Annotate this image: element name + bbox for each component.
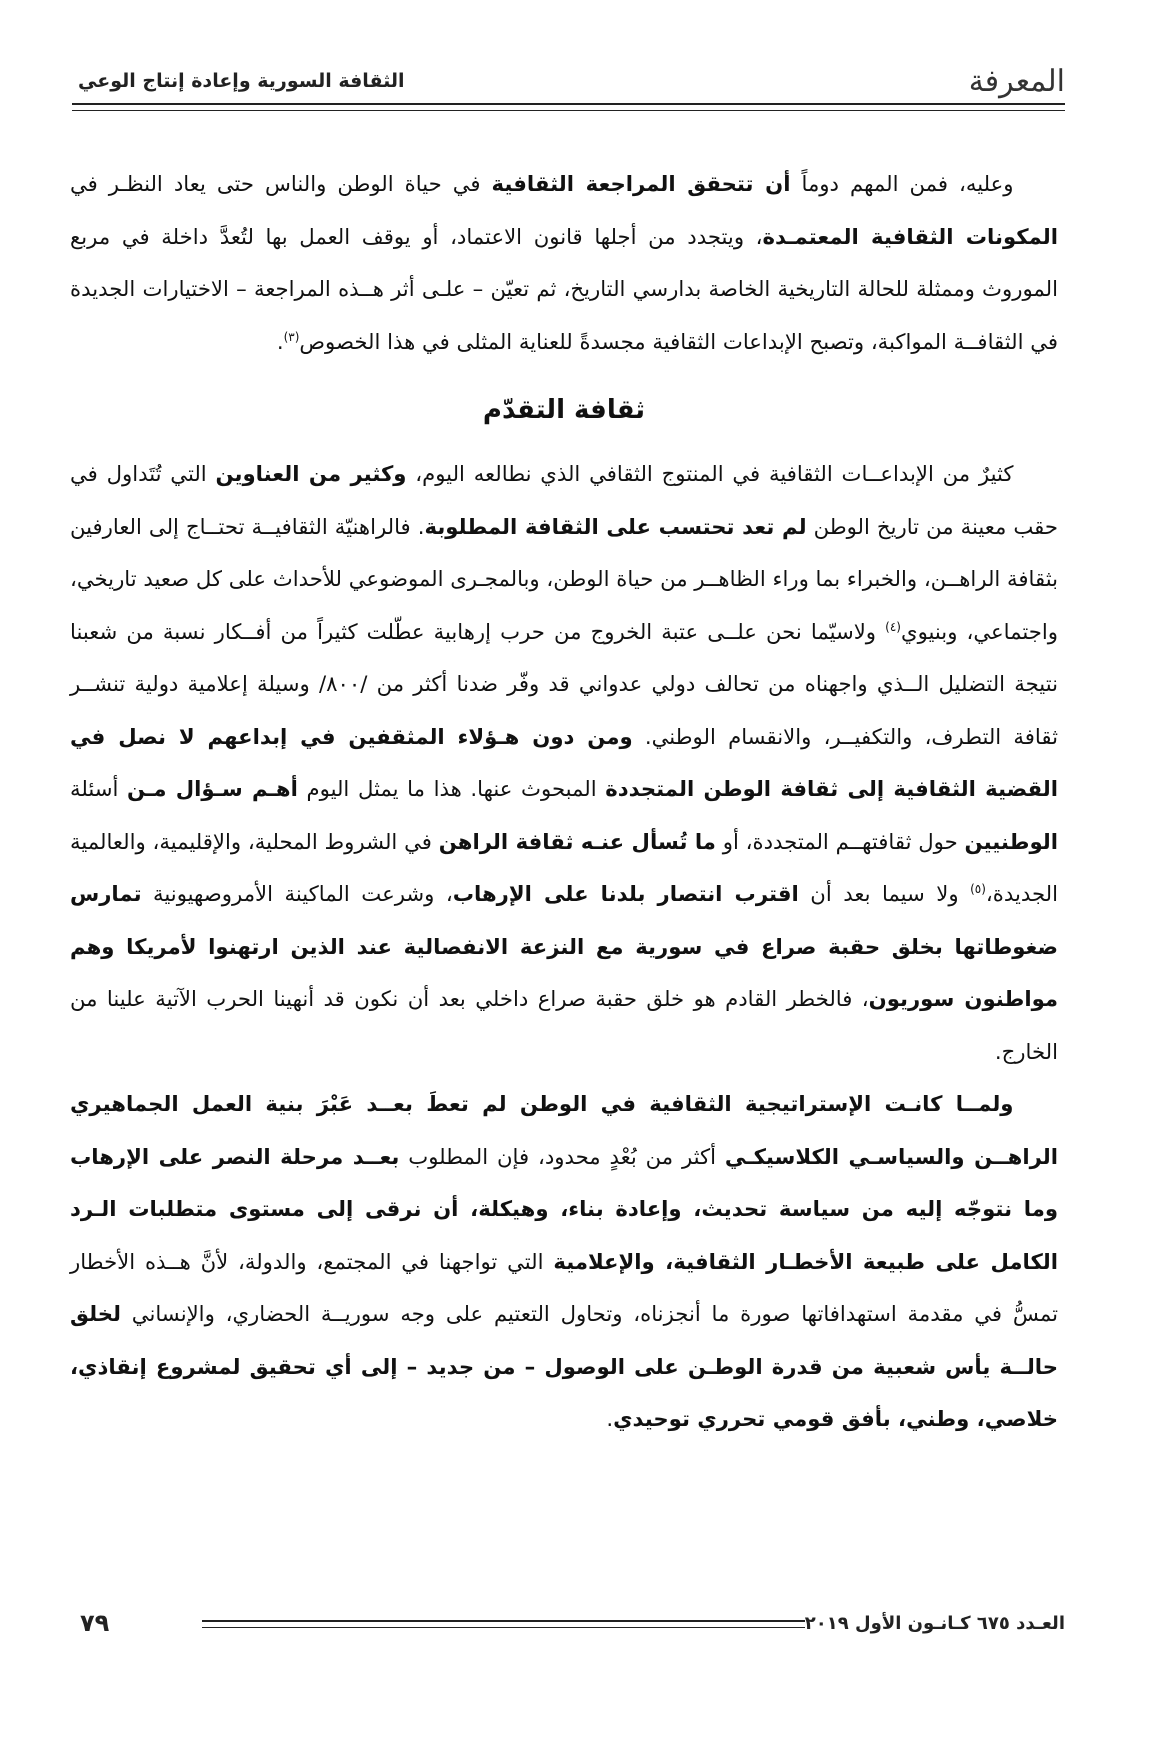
footnote-ref: (٣)	[283, 329, 300, 344]
text-run: حول ثقافتهــم المتجددة، أو	[715, 828, 965, 854]
bold-text: أن تتحقق المراجعة الثقافية	[491, 171, 791, 196]
paragraph	[70, 1078, 1058, 1446]
bold-text: تمارس ضغوطاتها بخلق حقبة صراع في سورية مع النزعة الانفصالية عند الذين ارتهنوا لأمريكا وهم مواطنون سوريون	[70, 881, 1058, 1011]
text-run: كثيرٌ من الإبداعــات الثقافية في المنتوج الثقافي الذي نطالعه اليوم،	[406, 461, 1014, 486]
page-footer	[72, 1605, 1065, 1649]
text-run: التي تُتَداول في حقب معينة من تاريخ الوطن	[70, 461, 1058, 539]
bold-text: بعــد مرحلة النصر على الإرهاب وما نتوجّه إليه من سياسة تحديث، وإعادة بناء، وهيكلة، أن نرقى إلى مستوى متطلبات الـرد الكامل على طبيعة الأخطـار الثقافية، والإعلامية	[70, 1143, 1058, 1274]
footer-divider	[202, 1620, 805, 1628]
bold-text: الوطنيين	[964, 828, 1059, 854]
bold-text: ومن دون هـؤلاء المثقفين في إبداعهم لا نصل في القضية الثقافية إلى ثقافة الوطن المتجددة	[70, 723, 1058, 801]
bold-text: اقترب انتصار بلدنا على الإرهاب	[452, 881, 799, 906]
footnote-ref: (٤)	[885, 619, 901, 634]
paragraph	[70, 158, 1058, 368]
bold-text: المكونات الثقافية المعتمـدة	[762, 223, 1058, 249]
article-body	[70, 158, 1058, 1446]
section-heading: ثقافة التقدّم	[482, 395, 646, 425]
header-divider	[72, 103, 1065, 111]
bold-text: لخلق حالــة يأس شعبية من قدرة الوطـن على الوصول – من جديد – إلى أي تحقيق لمشروع إنقاذي، خلاصي، وطني، بأفق قومي تحرري توحيدي	[70, 1301, 1058, 1431]
bold-text: أهـم سـؤال مـن	[127, 776, 298, 801]
bold-text: لم تعد تحتسب على الثقافة المطلوبة	[424, 513, 807, 539]
text-run: ، وشرعت الماكينة الأمروصهيونية	[141, 881, 453, 906]
text-run: ولا سيما بعد أن	[798, 881, 971, 906]
issue-info: العـدد ٦٧٥ كـانـون الأول ٢٠١٩	[804, 1613, 1065, 1634]
text-run: التي تواجهنا في المجتمع، والدولة، لأنَّ هــذه الأخطار تمسُّ في مقدمة استهدافاتها صورة ما أنجزناه، وتحاول التعتيم على وجه سوريــة الحضاري، والإنساني	[70, 1248, 1058, 1326]
text-run: ، ويتجدد من أجلها قانون الاعتماد، أو يوقف العمل بها لتُعدَّ داخلة في مربع الموروث وممثلة للحالة التاريخية الخاصة بدارسي التاريخ، ثم تعيّن – علـى أثر هــذه المراجعة – الاختيارات الجديدة في الثقافــة المواكبة، وتصبح الإبداعات الثقافية مجسدةً للعناية المثلى في هذا الخصوص	[70, 223, 1058, 354]
bold-text: ولمــا كانـت الإستراتيجية الثقافية في الوطن لم تعطَ بعــد عَبْرَ بنية العمل الجماهيري الراهــن والسياسـي الكلاسيكـي	[70, 1091, 1058, 1169]
journal-logo: المعرفة	[968, 64, 1065, 99]
text-run: ولاسيّما نحن علــى عتبة الخروج من حرب إرهابية عطّلت كثيراً من أفــكار نسبة من شعبنا نتيجة التضليل الــذي واجهناه من تحالف دولي عدواني قد وفّر ضدنا أكثر من /٨٠٠/ وسيلة إعلامية دولية تنشــر ثقافة التطرف، والتكفيــر، والانقسام الوطني.	[70, 618, 1058, 749]
text-run: في حياة الوطن والناس حتى يعاد النظـر في	[70, 171, 492, 196]
text-run: وعليه، فمن المهم دوماً	[790, 171, 1014, 196]
running-title: الثقافة السورية وإعادة إنتاج الوعي	[78, 70, 405, 92]
bold-text: وكثير من العناوين	[215, 461, 407, 486]
text-run: أسئلة	[70, 776, 128, 801]
text-run: أكثر من بُعْدٍ محدود، فإن المطلوب	[399, 1143, 725, 1169]
page-header	[72, 52, 1065, 102]
bold-text: ما تُسأل عنـه ثقافة الراهن	[438, 828, 716, 854]
text-run: المبحوث عنها. هذا ما يمثل اليوم	[297, 776, 606, 801]
page-number: ٧٩	[80, 1609, 110, 1637]
text-run: .	[276, 328, 284, 354]
paragraph	[70, 448, 1058, 1078]
text-run: .	[606, 1406, 614, 1431]
footnote-ref: (٥)	[970, 881, 986, 896]
text-run: . فالراهنيّة الثقافيــة تحتــاج إلى العارفين بثقافة الراهــن، والخبراء بما وراء الظاهــر من حياة الوطن، وبالمجـرى الموضوعي للأحداث على كل صعيد تاريخي، واجتماعي، وبنيوي	[70, 513, 1058, 644]
text-run: ، فالخطر القادم هو خلق حقبة صراع داخلي بعد أن نكون قد أنهينا الحرب الآتية علينا من الخارج.	[70, 986, 1058, 1064]
text-run: في الشروط المحلية، والإقليمية، والعالمية الجديدة،	[70, 828, 1058, 906]
